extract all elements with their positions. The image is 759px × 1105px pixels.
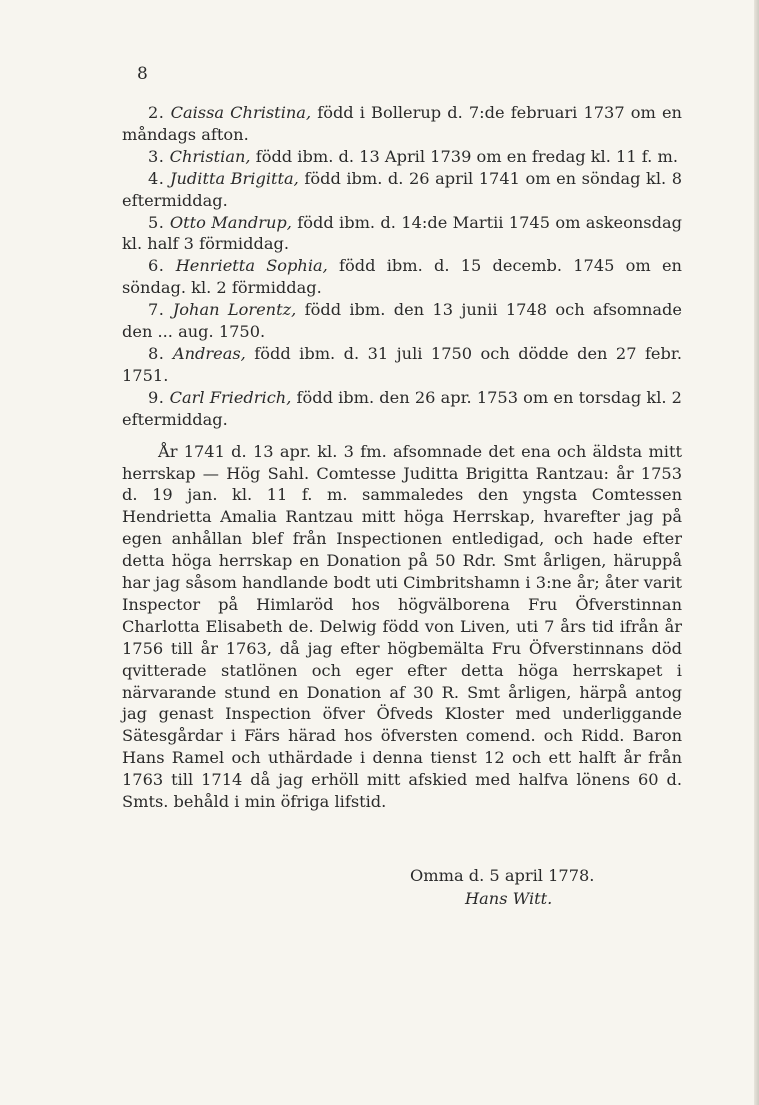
entry-number: 3. — [148, 146, 165, 166]
page-number: 8 — [137, 64, 148, 84]
signature-place-date: Omma d. 5 april 1778. — [410, 866, 595, 885]
entry-name: Caissa Christina, — [170, 103, 312, 122]
entry-henrietta-sophia — [122, 255, 682, 299]
entry-name: Juditta Brigitta, — [170, 168, 299, 188]
signature-block — [410, 864, 594, 910]
entry-number: 4. — [148, 168, 165, 188]
entry-otto-mandrup — [122, 212, 682, 256]
entry-juditta-brigitta — [122, 168, 682, 212]
entry-caissa-christina — [122, 102, 682, 146]
entry-number: 8. — [148, 343, 165, 363]
entry-johan-lorentz — [122, 299, 682, 343]
signature-name: Hans Witt. — [465, 889, 553, 908]
entry-number: 9. — [148, 387, 165, 407]
entry-text: född ibm. den 13 junii 1748 och afsomnade den ... aug. 1750. — [122, 300, 682, 342]
entry-text: född i Bollerup d. 7:de februari 1737 om en måndags afton. — [122, 103, 682, 144]
entry-text: född ibm. d. 15 decemb. 1745 om en söndag. kl. 2 förmiddag. — [122, 256, 682, 298]
entry-text: född ibm. den 26 apr. 1753 om en torsdag kl. 2 eftermiddag. — [122, 387, 682, 429]
entry-name: Christian, — [169, 146, 251, 166]
entry-text: född ibm. d. 14:de Martii 1745 om askeonsdag kl. half 3 förmiddag. — [122, 212, 682, 254]
entry-andreas — [122, 343, 682, 387]
entry-name: Andreas, — [172, 343, 246, 363]
entry-text: född ibm. d. 26 april 1741 om en söndag kl. 8 eftermiddag. — [122, 168, 682, 210]
entry-text: född ibm. d. 13 April 1739 om en fredag kl. 11 f. m. — [255, 146, 678, 166]
entry-name: Otto Mandrup, — [169, 212, 292, 232]
document-body — [122, 102, 682, 813]
page-edge — [754, 0, 759, 1105]
entry-text: född ibm. d. 31 juli 1750 och dödde den 27 febr. 1751. — [122, 343, 682, 385]
entry-christian — [122, 146, 682, 168]
narrative-paragraph: År 1741 d. 13 apr. kl. 3 fm. afsomnade det ena och äldsta mitt herrskap — Hög Sahl. Comtesse Juditta Brigitta Rantzau: år 1753 d. 19 jan. kl. 11 f. m. sammaledes den yngsta Comtessen Hendrietta Amalia Rantzau mitt höga Herrskap, hvarefter jag på egen anhållan blef från Inspectionen entledigad, och hade efter detta höga herrskap en Donation på 50 Rdr. Smt årligen, häruppå har jag såsom handlande bodt uti Cimbritshamn i 3:ne år; åter varit Inspector på Himlaröd hos högvälborena Fru Öfverstinnan Charlotta Elisabeth de. Delwig född von Liven, uti 7 års tid ifrån år 1756 till år 1763, då jag efter högbemälta Fru Öfverstinnans död qvitterade statlönen och eger efter detta höga herrskapet i närvarande stund en Donation af 30 R. Smt årligen, härpå antog jag genast Inspection öfver Öfveds Kloster med underliggande Sätesgårdar i Färs härad hos öfversten comend. och Ridd. Baron Hans Ramel och uthärdade i denna tienst 12 och ett halft år från 1763 till 1714 då jag erhöll mitt afskied med halfva lönens 60 d. Smts. behåld i min öfriga lifstid. — [122, 441, 682, 812]
entry-number: 2. — [148, 103, 165, 122]
entry-name: Henrietta Sophia, — [175, 256, 328, 276]
entry-name: Carl Friedrich, — [169, 387, 292, 407]
entry-number: 6. — [148, 256, 165, 276]
entry-name: Johan Lorentz, — [172, 300, 297, 320]
entry-number: 5. — [148, 212, 165, 232]
entry-carl-friedrich — [122, 387, 682, 431]
entry-number: 7. — [148, 300, 165, 320]
